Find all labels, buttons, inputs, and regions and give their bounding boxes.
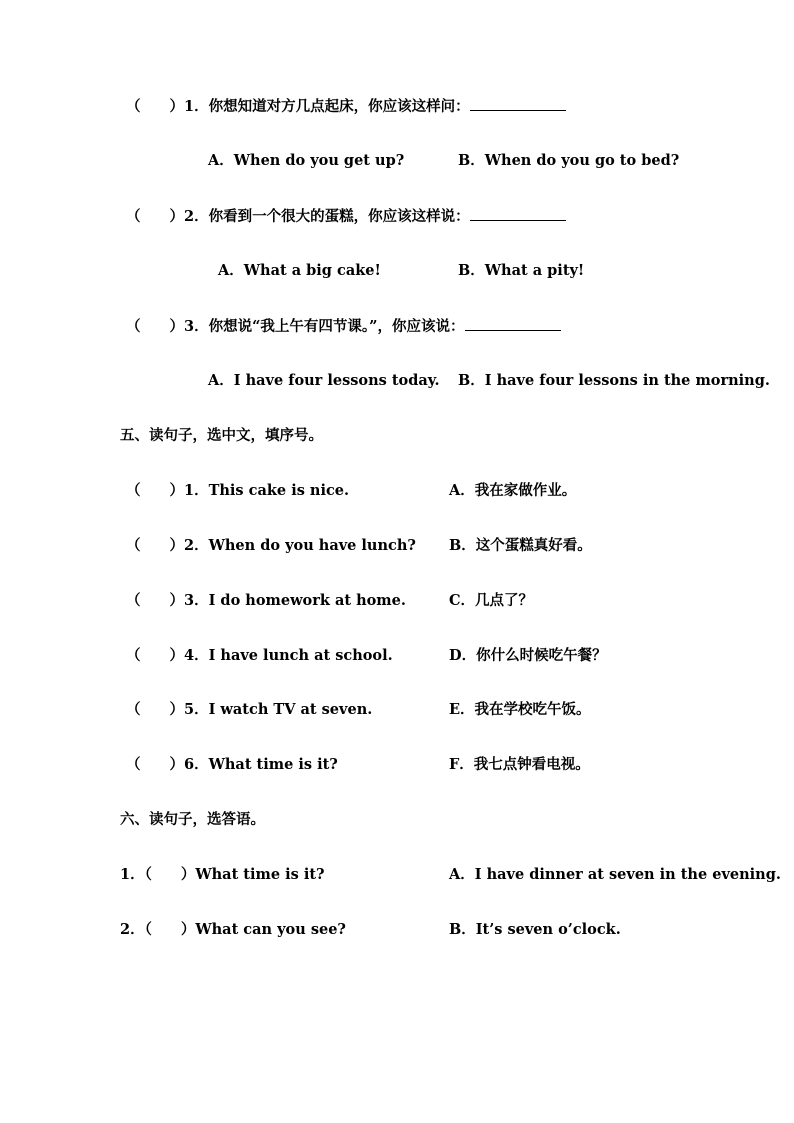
section-heading: 六、读句子，选答语。 xyxy=(120,811,265,828)
english-sentence: When do you have lunch? xyxy=(208,537,416,554)
answer-bracket[interactable]: （ ） xyxy=(126,756,184,773)
english-sentence: I do homework at home. xyxy=(208,592,406,609)
response-row xyxy=(120,865,325,885)
option-a: A．What a big cake! xyxy=(218,262,381,279)
question-stem: 你想知道对方几点起床，你应该这样问： xyxy=(208,98,470,115)
answer-bracket[interactable]: （ ） xyxy=(126,482,184,499)
option-a: A．I have four lessons today. xyxy=(208,372,440,389)
question-number: 1． xyxy=(184,98,209,115)
chinese-option: A．我在家做作业。 xyxy=(449,482,577,499)
answer-blank[interactable] xyxy=(465,316,561,331)
english-sentence: I have lunch at school. xyxy=(208,647,393,664)
matching-row xyxy=(126,536,416,556)
response-row xyxy=(120,920,346,940)
chinese-option: F．我七点钟看电视。 xyxy=(449,756,590,773)
section-heading: 五、读句子，选中文，填序号。 xyxy=(120,427,323,444)
question-row xyxy=(126,96,566,117)
question-row xyxy=(126,316,561,337)
chinese-option: E．我在学校吃午饭。 xyxy=(449,701,591,718)
answer-bracket[interactable]: （ ） xyxy=(126,98,184,115)
item-number: 1． xyxy=(184,482,209,499)
matching-row xyxy=(126,591,406,611)
answer-bracket[interactable]: （ ） xyxy=(126,592,184,609)
item-number: 2． xyxy=(120,921,145,938)
answer-blank[interactable] xyxy=(470,96,566,111)
answer-bracket[interactable]: （ ） xyxy=(144,921,196,938)
option-b: B．What a pity! xyxy=(458,262,585,279)
answer-bracket[interactable]: （ ） xyxy=(144,866,196,883)
question-stem: 你看到一个很大的蛋糕，你应该这样说： xyxy=(208,208,470,225)
item-number: 4． xyxy=(184,647,209,664)
english-sentence: I watch TV at seven. xyxy=(208,701,373,718)
matching-row xyxy=(126,646,393,666)
option-b: B．I have four lessons in the morning. xyxy=(458,372,770,389)
item-number: 3． xyxy=(184,592,209,609)
item-number: 1． xyxy=(120,866,145,883)
answer-bracket[interactable]: （ ） xyxy=(126,537,184,554)
answer-bracket[interactable]: （ ） xyxy=(126,647,184,664)
answer-option: A．I have dinner at seven in the evening. xyxy=(449,866,781,883)
question-sentence: What time is it? xyxy=(195,866,325,883)
chinese-option: D．你什么时候吃午餐？ xyxy=(449,647,607,664)
option-b: B．When do you go to bed? xyxy=(458,152,680,169)
item-number: 6． xyxy=(184,756,209,773)
item-number: 2． xyxy=(184,537,209,554)
answer-blank[interactable] xyxy=(470,206,566,221)
answer-bracket[interactable]: （ ） xyxy=(126,208,184,225)
item-number: 5． xyxy=(184,701,209,718)
answer-bracket[interactable]: （ ） xyxy=(126,701,184,718)
chinese-option: C．几点了？ xyxy=(449,592,534,609)
answer-bracket[interactable]: （ ） xyxy=(126,318,184,335)
answer-option: B．It’s seven o’clock. xyxy=(449,921,621,938)
chinese-option: B．这个蛋糕真好看。 xyxy=(449,537,592,554)
question-number: 2． xyxy=(184,208,209,225)
question-stem: 你想说“我上午有四节课。”，你应该说： xyxy=(208,318,465,335)
question-number: 3． xyxy=(184,318,209,335)
english-sentence: What time is it? xyxy=(208,756,338,773)
option-a: A．When do you get up? xyxy=(208,152,405,169)
matching-row xyxy=(126,755,338,775)
question-row xyxy=(126,206,566,227)
english-sentence: This cake is nice. xyxy=(208,482,350,499)
question-sentence: What can you see? xyxy=(195,921,346,938)
matching-row xyxy=(126,481,349,501)
matching-row xyxy=(126,700,372,720)
